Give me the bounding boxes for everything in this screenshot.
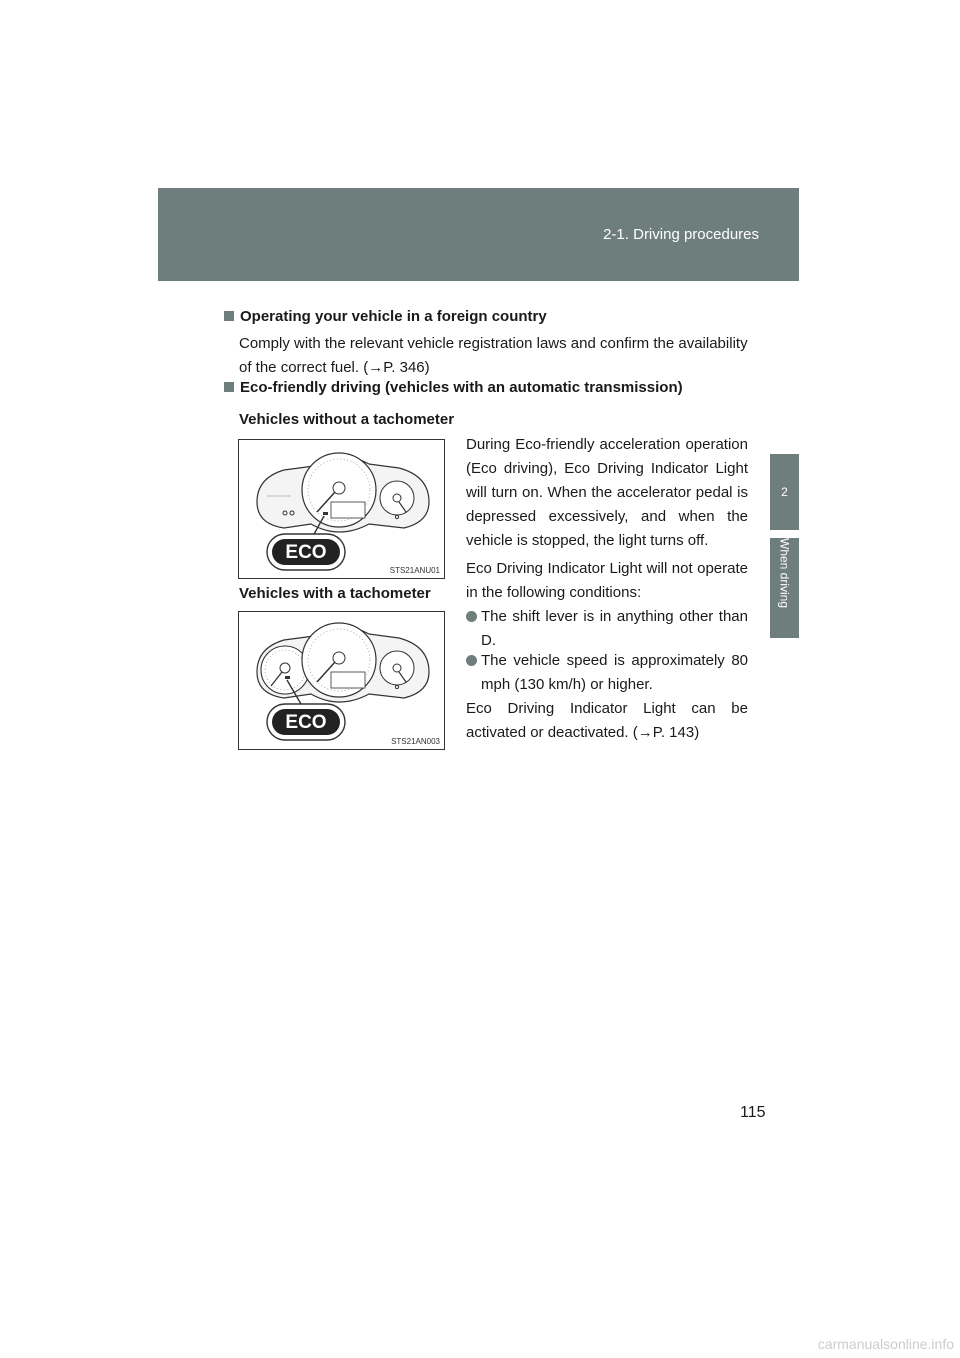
section-heading-foreign: Operating your vehicle in a foreign country: [224, 308, 547, 325]
watermark-text: carmanualsonline.info: [817, 1336, 954, 1352]
figure-no-tachometer: [238, 439, 445, 579]
page-number: 115: [740, 1104, 766, 1121]
eco-indicator-toggle-text: Eco Driving Indicator Light can be activated or deactivated. (→P. 143): [466, 700, 748, 741]
figure-code: STS21AN003: [391, 737, 440, 746]
list-item: The vehicle speed is approximately 80 mph (130 km/h) or higher.: [466, 649, 748, 697]
square-bullet-icon: [224, 311, 234, 321]
circle-bullet-icon: [466, 655, 477, 666]
instrument-cluster-tach-illustration: [239, 612, 444, 749]
chapter-number: 2: [781, 485, 788, 499]
figure-caption-no-tach: Vehicles without a tachometer: [239, 411, 455, 428]
eco-badge-text: ECO: [285, 712, 327, 733]
figure-with-tachometer: [238, 611, 445, 750]
eco-indicator-conditions-intro: Eco Driving Indicator Light will not operate in the following conditions:: [466, 560, 748, 601]
section-heading-eco: Eco-friendly driving (vehicles with an automatic transmission): [224, 379, 683, 396]
instrument-cluster-illustration: [239, 440, 444, 578]
chapter-label: [770, 538, 799, 638]
eco-badge-text: ECO: [285, 542, 327, 563]
header-band: [158, 188, 799, 281]
eco-indicator-description: During Eco-friendly acceleration operation (Eco driving), Eco Driving Indicator Light will turn on. When the accelerator pedal is depressed excessively, and when the vehicle is stopped, the light turns off.: [466, 436, 748, 549]
chapter-number-tab: [770, 454, 799, 530]
square-bullet-icon: [224, 382, 234, 392]
list-item: The shift lever is in anything other than D.: [466, 605, 748, 653]
foreign-country-text: Comply with the relevant vehicle registration laws and confirm the availability of the correct fuel. (→P. 346): [239, 335, 748, 376]
figure-code: STS21ANU01: [389, 566, 440, 575]
circle-bullet-icon: [466, 611, 477, 622]
chapter-label-text: When driving: [777, 538, 792, 609]
section-title: 2-1. Driving procedures: [603, 226, 759, 243]
figure-caption-tach: Vehicles with a tachometer: [239, 585, 431, 602]
